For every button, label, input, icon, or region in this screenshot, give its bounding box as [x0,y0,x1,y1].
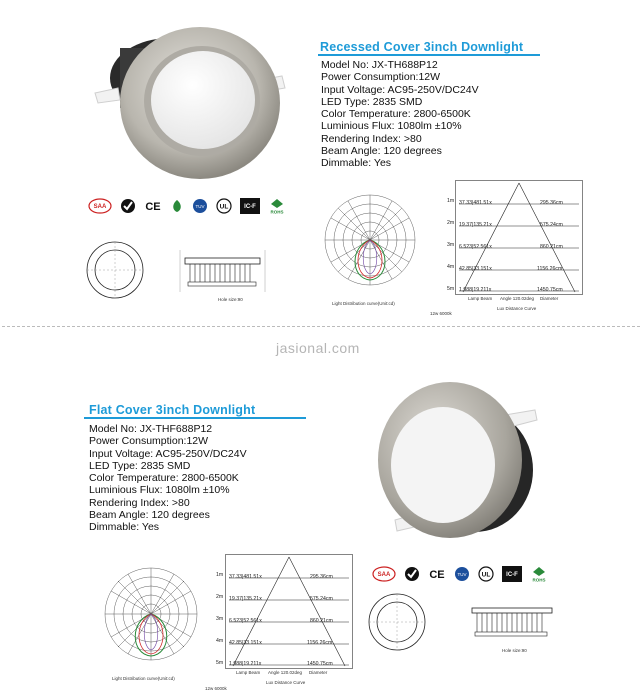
lux-right-3: 860.21cm [310,618,333,624]
lux-footer-angle: Angle 120.02deg [268,670,303,675]
lux-left-5: 1.988|19.211x [459,287,492,293]
lux-distance-3m: 3m [447,242,455,248]
footer-note: 12w 6000k [430,311,452,316]
spec-flux: Luminious Flux: 1080lm ±10% [321,120,462,133]
lux-distance-chart [225,554,353,669]
ul-logo-icon [216,198,232,214]
hole-size-label: Hole size:90 [502,648,527,653]
svg-text:TUV: TUV [457,572,467,577]
svg-text:UL: UL [219,203,229,211]
lux-footer-diameter: Diameter [540,296,559,301]
spec-beam-angle: Beam Angle: 120 degrees [321,145,442,158]
ic-f-logo-icon [240,198,260,214]
svg-text:SAA: SAA [93,204,107,210]
svg-text:TUV: TUV [195,204,205,209]
certification-row [88,195,288,217]
hole-size-label: Hole size:90 [218,297,243,302]
spec-color-temp: Color Temperature: 2800-6500K [89,472,239,485]
lux-left-4: 42.85|33.151x [459,266,492,272]
lux-distance-3m: 3m [216,616,224,622]
product-title: Flat Cover 3inch Downlight [89,403,256,417]
lux-right-5: 1450.75cm [537,287,563,293]
lux-distance-2m: 2m [216,594,224,600]
spec-color-temp: Color Temperature: 2800-6500K [321,108,471,121]
svg-text:CE: CE [429,569,445,581]
lux-left-2: 19.37|135.21x [229,596,262,602]
lux-left-1: 37.33|481.51x [229,574,262,580]
dimension-drawing [362,590,572,660]
lux-footer-angle: Angle 120.02deg [500,296,535,301]
lux-caption: Lux Distance Curve [266,680,306,685]
spec-model: Model No: JX-TH688P12 [321,59,438,71]
spec-dimmable: Dimmable: Yes [321,157,392,170]
polar-caption: Light Distribution curve(Unit:cd) [332,301,395,306]
lux-right-3: 860.21cm [540,244,563,250]
section-divider [2,326,640,327]
product-photo-recessed [90,8,290,188]
lux-footer-beam: Lamp Beam [468,296,493,301]
spec-cri: Rendering Index: >80 [89,496,190,509]
spec-list [89,423,247,534]
svg-text:IC-F: IC-F [244,204,256,210]
svg-text:UL: UL [481,571,491,579]
rohs-logo-icon [530,566,548,582]
rohs-leaf-icon [170,198,184,214]
certification-row [372,563,572,585]
c-tick-logo-icon [120,198,136,214]
spec-list [321,59,479,170]
spec-voltage: Input Voltage: AC95-250V/DC24V [321,83,479,96]
polar-distribution-chart [315,188,425,300]
polar-caption: Light Distribution curve(Unit:cd) [112,676,175,681]
lux-caption: Lux Distance Curve [497,306,537,311]
ul-logo-icon [478,566,494,582]
lux-distance-4m: 4m [216,638,224,644]
spec-led-type: LED Type: 2835 SMD [321,95,423,108]
spec-power: Power Consumption:12W [89,435,209,448]
dimension-drawing [80,240,280,310]
watermark: jasional.com [276,340,360,356]
spec-led-type: LED Type: 2835 SMD [89,459,191,472]
spec-flux: Luminious Flux: 1080lm ±10% [89,484,230,497]
lux-right-2: 575.24cm [310,596,333,602]
lux-left-4: 42.85|33.151x [229,640,262,646]
lux-distance-5m: 5m [447,286,455,292]
lux-left-2: 19.37|135.21x [459,222,492,228]
footer-note: 12w 6000k [205,686,227,691]
spec-power: Power Consumption:12W [321,71,441,84]
product-photo-flat [365,375,545,545]
ic-f-logo-icon [502,566,522,582]
ce-logo-icon [144,198,162,214]
lux-distance-1m: 1m [447,198,455,204]
lux-footer-beam: Lamp Beam [236,670,261,675]
lux-left-3: 6.523|52.561x [229,618,262,624]
svg-text:ROHS: ROHS [270,209,284,214]
svg-text:SAA: SAA [377,572,391,578]
lux-right-1: 295.36cm [310,574,333,580]
lux-distance-1m: 1m [216,572,224,578]
spec-dimmable: Dimmable: Yes [89,521,160,534]
lux-distance-4m: 4m [447,264,455,270]
tuv-logo-icon [454,566,470,582]
saa-logo-icon [372,566,396,582]
polar-distribution-chart [95,562,207,674]
lux-distance-2m: 2m [447,220,455,226]
lux-distance-5m: 5m [216,660,224,666]
svg-text:ROHS: ROHS [532,577,546,582]
lux-right-1: 295.36cm [540,200,563,206]
title-underline [318,54,540,56]
saa-logo-icon [88,198,112,214]
spec-cri: Rendering Index: >80 [321,132,422,145]
spec-voltage: Input Voltage: AC95-250V/DC24V [89,447,247,460]
lux-distance-chart [455,180,583,295]
lux-right-4: 1156.26cm [537,266,563,272]
spec-model: Model No: JX-THF688P12 [89,423,213,435]
c-tick-logo-icon [404,566,420,582]
product-title: Recessed Cover 3inch Downlight [320,40,524,54]
lux-left-1: 37.33|481.51x [459,200,492,206]
svg-text:CE: CE [145,201,161,213]
spec-beam-angle: Beam Angle: 120 degrees [89,509,210,522]
svg-text:IC-F: IC-F [506,572,518,578]
ce-logo-icon [428,566,446,582]
lux-right-5: 1450.75cm [307,661,333,667]
lux-left-5: 1.988|19.211x [229,661,262,667]
tuv-logo-icon [192,198,208,214]
lux-footer-diameter: Diameter [309,670,328,675]
lux-right-2: 575.24cm [540,222,563,228]
lux-left-3: 6.523|52.561x [459,244,492,250]
lux-right-4: 1156.26cm [307,640,333,646]
rohs-logo-icon [268,198,286,214]
title-underline [84,417,306,419]
